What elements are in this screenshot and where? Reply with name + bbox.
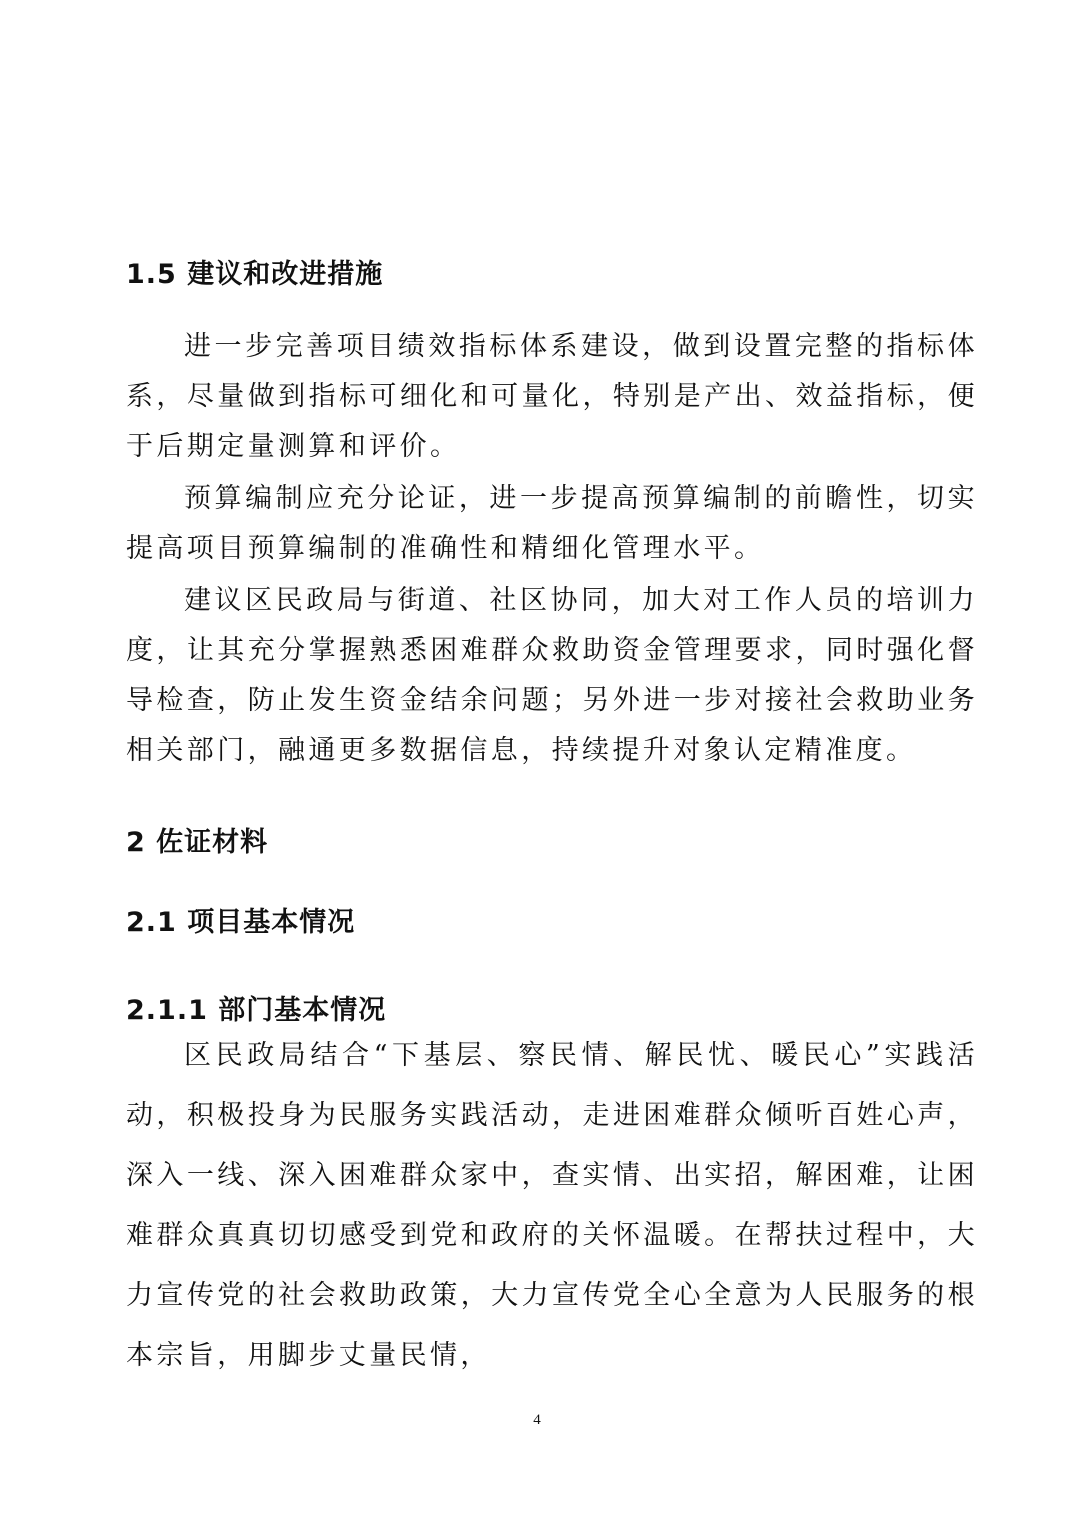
section-heading-2-1-1: 2.1.1 部门基本情况: [126, 995, 387, 1026]
section-heading-2-1: 2.1 项目基本情况: [126, 907, 356, 938]
section-heading-1-5: 1.5 建议和改进措施: [126, 259, 384, 290]
paragraph-department-overview: 区民政局结合“下基层、察民情、解民忧、暖民心”实践活动，积极投身为民服务实践活动，走进困难群众倾听百姓心声，深入一线、深入困难群众家中，查实情、出实招，解困难，让困难群众真真切切感受到党和政府的关怀温暖。在帮扶过程中，大力宣传党的社会救助政策，大力宣传党全心全意为人民服务的根本宗旨，用脚步丈量民情，: [126, 1040, 978, 1371]
paragraph-coordination-suggestion: 建议区民政局与街道、社区协同，加大对工作人员的培训力度，让其充分掌握熟悉困难群众救助资金管理要求，同时强化督导检查，防止发生资金结余问题；另外进一步对接社会救助业务相关部门，融通更多数据信息，持续提升对象认定精准度。: [126, 585, 978, 766]
section-heading-2: 2 佐证材料: [126, 827, 269, 858]
paragraph-budget-compilation: 预算编制应充分论证，进一步提高预算编制的前瞻性，切实提高项目预算编制的准确性和精细化管理水平。: [126, 483, 978, 564]
paragraph-indicator-system: 进一步完善项目绩效指标体系建设，做到设置完整的指标体系，尽量做到指标可细化和可量化，特别是产出、效益指标，便于后期定量测算和评价。: [126, 331, 978, 462]
page-number: 4: [533, 1412, 541, 1428]
